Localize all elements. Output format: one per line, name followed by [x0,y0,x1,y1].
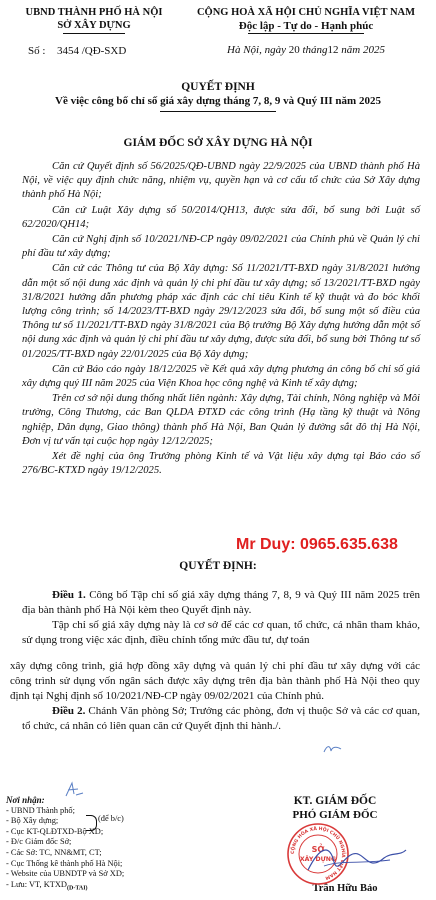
article-1-text: Công bố Tập chỉ số giá xây dựng tháng 7, 8, 9 và Quý III năm 2025 trên địa bàn thành phố Hà Nội kèm theo Quyết định này. [22,589,420,616]
preamble-paragraph: Căn cứ Luật Xây dựng số 50/2014/QH13, được sửa đổi, bổ sung bởi Luật số 62/2020/QH14; [22,204,420,230]
preamble-paragraph: Căn cứ Quyết định số 56/2025/QĐ-UBND ngày 22/9/2025 của UBND thành phố Hà Nội, về việc quy định chức năng, nhiệm vụ, quyền hạn và cơ cấu tổ chức của Sở Xây dựng thành phố Hà Nội; [22,161,420,201]
preamble-paragraph: Căn cứ Nghị định số 10/2021/NĐ-CP ngày 09/02/2021 của Chính phủ về Quản lý chi phí đầu tư xây dựng; [22,234,420,260]
recipient-item: - Bộ Xây dựng; [6,816,59,826]
document-title: QUYẾT ĐỊNH [181,81,255,93]
article-1 [22,588,420,617]
article-2-text: Chánh Văn phòng Sở; Trưởng các phòng, đơn vị thuộc Sở và các cơ quan, tổ chức, cá nhân có liên quan căn cứ Quyết định thi hành./. [22,705,421,732]
national-header-block [180,6,432,56]
subtitle-underline [160,111,276,112]
preamble-paragraph: Xét đề nghị của ông Trưởng phòng Kinh tế và Vật liệu xây dựng tại Báo cáo số 276/BC-KTXD ngày 19/12/2025. [22,451,420,477]
recipient-item-suffix: (D-TAI) [66,885,88,892]
date-day: 20 [288,44,300,56]
recipient-item: - UBND Thành phố; [6,805,75,815]
document-number [8,45,180,57]
article-2 [22,704,420,733]
date-year: năm 2025 [341,44,385,56]
number-value: 3454 [56,45,79,57]
motto: Độc lập - Tự do - Hạnh phúc [238,20,374,32]
contact-overlay: Mr Duy: 0965.635.638 [236,536,398,553]
recipient-item: - Cục Thống kê thành phố Hà Nội; [6,858,123,868]
agency-underline [63,33,125,34]
document-date [180,44,432,56]
article-2-label: Điều 2. [52,705,86,718]
handwritten-signature [300,840,410,880]
preamble-paragraph: Căn cứ Báo cáo ngày 18/12/2025 về Kết quả xây dựng phương án công bố chỉ số giá xây dựng quý III năm 2025 của Viện Khoa học công nghệ và Kinh tế xây dựng; [22,363,420,390]
agency-name: SỞ XÂY DỰNG [57,20,131,31]
date-prefix: Hà Nội, ngày [227,44,286,56]
recipients-heading: Nơi nhận: [6,795,45,805]
seal-center-line1: SỞ [311,845,325,854]
recipient-brace [86,815,97,831]
preamble-paragraph: Căn cứ các Thông tư của Bộ Xây dựng: Số 11/2021/TT-BXD ngày 31/8/2021 hướng dẫn một số nội dung xác định và quản lý chi phí đầu tư xây dựng; số 13/2021/TT-BXD ngày 31/8/2021 hướng dẫn phương pháp xác định các chỉ tiêu Kinh tế kỹ thuật và đo bóc khối lượng công trình; số 14/2023/TT-BXD ngày 29/12/2023 sửa đổi, bổ sung một số điều của Thông tư số 11/2021/TT-BXD ngày 31/8/2021 của Bộ trưởng Bộ Xây dựng hướng dẫn một số nội dung xác định và quản lý chi phí đầu tư xây dựng, được sửa đổi, bổ sung bởi Thông tư số 01/2025/TT-BXD ngày 22/01/2025 của Bộ Xây dựng; [22,263,420,360]
document-subtitle: Về việc công bố chỉ số giá xây dựng tháng 7, 8, 9 và Quý III năm 2025 [55,95,381,107]
recipient-item-text: - Lưu: VT, KTXD [6,879,67,889]
recipients-block [6,795,176,894]
number-suffix: /QĐ-SXD [81,45,127,57]
recipient-brace-note: (để b/c) [98,814,124,823]
articles [10,588,421,734]
seal-ring-text: CỘNG HÒA XÃ HỘI CHỦ NGHĨA VIỆT NAM [290,826,346,880]
preamble-paragraph: Trên cơ sở nội dung thống nhất liên ngành: Xây dựng, Tài chính, Nông nghiệp và Môi trường, Công Thương, các Ban QLDA ĐTXD các công trình (Hạ tầng kỹ thuật và Nông nghiệp, Dân dụng, Giao thông) thành phố Hà Nội, Ban Quản lý đường sắt đô thị Hà Nội, Đơn vị tư vấn tại cuộc họp ngày 12/12/2025; [22,393,420,447]
initials-mark [322,743,344,755]
signer-role: KT. GIÁM ĐỐC [293,795,377,807]
issuing-authority: GIÁM ĐỐC SỞ XÂY DỰNG HÀ NỘI [123,137,313,149]
signer-title: PHÓ GIÁM ĐỐC [292,809,378,821]
date-month-label: tháng [302,44,328,56]
signer-name: Trần Hữu Bảo [312,883,378,894]
recipient-item: - Website của UBNDTP và Sở XD; [6,869,125,879]
article-1-label: Điều 1. [52,589,86,601]
nation-title: CỘNG HOÀ XÃ HỘI CHỦ NGHĨA VIỆT NAM [196,7,416,18]
motto-underline [248,33,364,34]
recipient-item [6,880,176,894]
date-month: 12 [327,44,339,56]
recipient-item: - Cục KT-QLĐTXD-Bộ XD; [6,826,104,836]
initials-mark [62,780,86,800]
number-label: Số : [28,45,46,57]
article-1-paragraph-2: Tập chỉ số giá xây dựng này là cơ sở để các cơ quan, tổ chức, cá nhân tham khảo, sử dụng trong việc xác định, điều chỉnh tổng mức đầu tư, dự toán [22,619,420,646]
recipient-item: - Các Sở: TC, NN&MT, CT; [6,847,102,857]
article-1-paragraph-3: xây dựng công trình, giá hợp đồng xây dựng và quản lý chi phí đầu tư xây dựng với các công trình sử dụng vốn ngân sách được xây dựng trên địa bàn thành phố Hà Nội theo quy định tại Nghị định số 10/2021/NĐ-CP ngày 09/02/2021 của Chính phủ. [10,660,420,702]
seal-center-line2: XÂY DỰNG [299,856,337,863]
agency-parent: UBND THÀNH PHỐ HÀ NỘI [25,7,163,18]
issuing-agency-block [8,6,180,57]
recipient-item: - Đ/c Giám đốc Sở; [6,837,72,847]
decision-heading: QUYẾT ĐỊNH: [179,560,257,572]
preamble [22,160,420,479]
